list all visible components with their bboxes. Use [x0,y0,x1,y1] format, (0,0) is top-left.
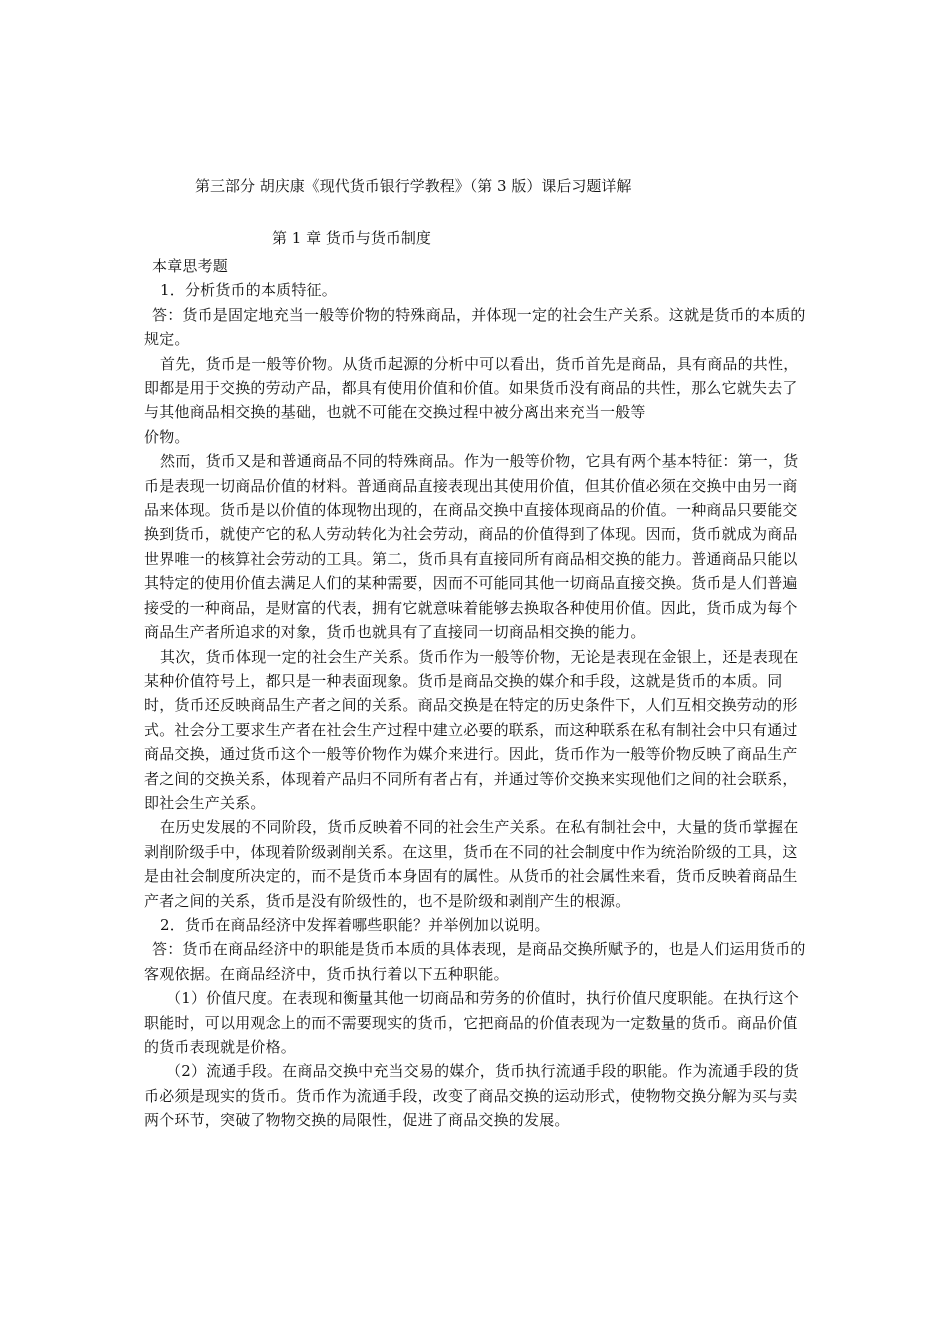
answer-2-intro: 答：货币在商品经济中的职能是货币本质的具体表现，是商品交换所赋予的，也是人们运用货币的客观依据。在商品经济中，货币执行着以下五种职能。 [144,940,806,983]
function-1: （1）价值尺度。在表现和衡量其他一切商品和劳务的价值时，执行价值尺度职能。在执行这个职能时，可以用观念上的而不需要现实的货币，它把商品的价值表现为一定数量的货币。商品价值的货币表现就是价格。 [144,989,799,1056]
paragraph-history: 在历史发展的不同阶段，货币反映着不同的社会生产关系。在私有制社会中，大量的货币掌握在剥削阶级手中，体现着阶级剥削关系。在这里，货币在不同的社会制度中作为统治阶级的工具，这是由社会制度所决定的，而不是货币本身固有的属性。从货币的社会属性来看，货币反映着商品生产者之间的关系，货币是没有阶级性的，也不是阶级和剥削产生的根源。 [144,818,799,910]
document-title: 第三部分 胡庆康《现代货币银行学教程》（第 3 版）课后习题详解 [195,177,632,195]
paragraph-first-tail: 价物。 [144,427,190,446]
question-2: 2．货币在商品经济中发挥着哪些职能？并举例加以说明。 [160,915,550,934]
paragraph-next: 其次，货币体现一定的社会生产关系。货币作为一般等价物，无论是表现在金银上，还是表现在某种价值符号上，都只是一种表面现象。货币是商品交换的媒介和手段，这就是货币的本质。同时，货币还反映商品生产者之间的关系。商品交换是在特定的历史条件下，人们互相交换劳动的形式。社会分工要求生产者在社会生产过程中建立必要的联系，而这种联系在私有制社会中只有通过商品交换，通过货币这个一般等价物作为媒介来进行。因此，货币作为一般等价物反映了商品生产者之间的交换关系，体现着产品归不同所有者占有，并通过等价交换来实现他们之间的社会联系，即社会生产关系。 [144,647,799,812]
document-body [144,254,806,1133]
paragraph-then: 然而，货币又是和普通商品不同的特殊商品。作为一般等价物，它具有两个基本特征：第一，货币是表现一切商品价值的材料。普通商品直接表现出其使用价值，但其价值必须在交换中由另一商品来体现。货币是以价值的体现物出现的，在商品交换中直接体现商品的价值。一种商品只要能交换到货币，就使产它的私人劳动转化为社会劳动，商品的价值得到了体现。因而，货币就成为商品世界唯一的核算社会劳动的工具。第二，货币具有直接同所有商品相交换的能力。普通商品只能以其特定的使用价值去满足人们的某种需要，因而不可能同其他一切商品直接交换。货币是人们普遍接受的一种商品，是财富的代表，拥有它就意味着能够去换取各种使用价值。因此，货币成为每个商品生产者所追求的对象，货币也就具有了直接同一切商品相交换的能力。 [144,452,799,642]
question-1: 1．分析货币的本质特征。 [160,281,337,300]
chapter-title: 第 1 章 货币与货币制度 [272,229,431,247]
paragraph-first: 首先，货币是一般等价物。从货币起源的分析中可以看出，货币首先是商品，具有商品的共性，即都是用于交换的劳动产品，都具有使用价值和价值。如果货币没有商品的共性，那么它就失去了与其他商品相交换的基础，也就不可能在交换过程中被分离出来充当一般等 [144,354,799,422]
answer-1-intro: 答：货币是固定地充当一般等价物的特殊商品，并体现一定的社会生产关系。这就是货币的本质的规定。 [144,305,806,349]
function-2: （2）流通手段。在商品交换中充当交易的媒介，货币执行流通手段的职能。作为流通手段的货币必须是现实的货币。货币作为流通手段，改变了商品交换的运动形式，使物物交换分解为买与卖两个环节，突破了物物交换的局限性，促进了商品交换的发展。 [144,1062,799,1130]
section-label: 本章思考题 [152,257,229,275]
